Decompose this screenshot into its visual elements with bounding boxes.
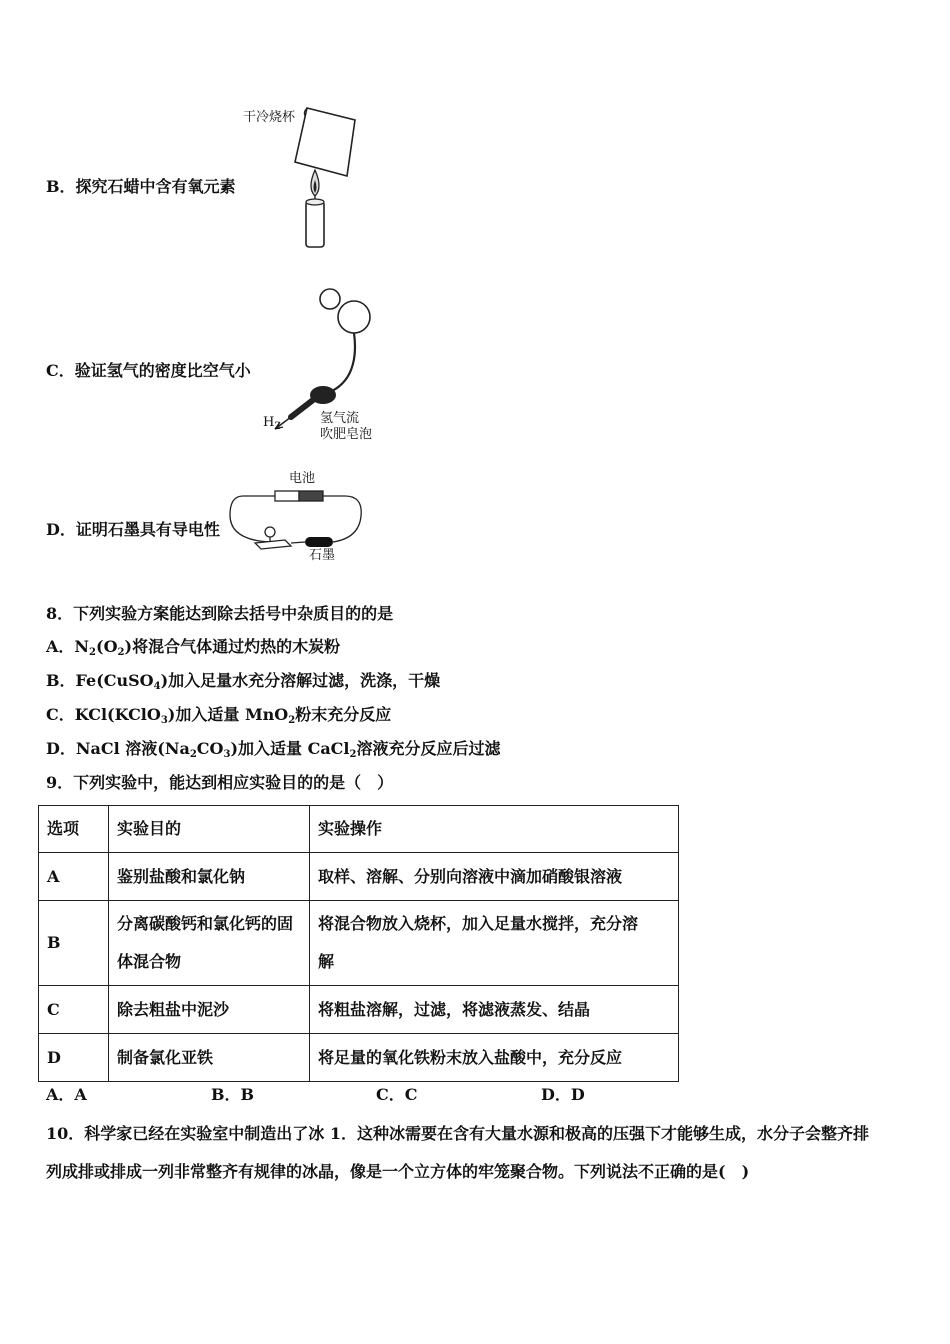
q8-option-d [46, 739, 500, 759]
q8-a-text-1: A．N [46, 637, 90, 656]
q8-option-b [46, 671, 440, 691]
q8-d-text-4: 溶液充分反应后过滤 [356, 739, 501, 758]
q8-stem: 8．下列实验方案能达到除去括号中杂质目的的是 [46, 604, 394, 623]
q7-option-b: B．探究石蜡中含有氧元素 [46, 177, 236, 196]
q8-a-sub-2: 2 [117, 647, 125, 658]
cell-goal: 鉴别盐酸和氯化钠 [109, 853, 310, 901]
q8-c-text-2: )加入适量 MnO [167, 705, 289, 724]
table-header-row [39, 806, 679, 853]
q10-line-1: 10．科学家已经在实验室中制造出了冰 1．这种冰需要在含有大量水源和极高的压强下才能够生成，水分子会整齐排 [46, 1124, 869, 1143]
table-row [39, 986, 679, 1034]
answer-option-c: C．C [376, 1085, 418, 1104]
q7-option-c: C．验证氢气的密度比空气小 [46, 361, 251, 380]
q8-a-sub-1: 2 [89, 647, 97, 658]
cell-option: D [39, 1034, 109, 1082]
table-row [39, 901, 679, 986]
header-goal: 实验目的 [109, 806, 310, 853]
q8-d-text-1: D．NaCl 溶液(Na [46, 739, 190, 758]
q8-b-text-2: )加入足量水充分溶解过滤，洗涤，干燥 [160, 671, 441, 690]
header-option: 选项 [39, 806, 109, 853]
cell-goal [109, 901, 310, 986]
cell-operation: 取样、溶解、分别向溶液中滴加硝酸银溶液 [310, 853, 679, 901]
hydrogen-bubble-figure [265, 285, 385, 445]
q9-table [38, 805, 679, 1082]
cell-option: A [39, 853, 109, 901]
cell-option: B [39, 901, 109, 986]
answer-option-d: D．D [541, 1085, 585, 1104]
cell-operation: 将足量的氧化铁粉末放入盐酸中，充分反应 [310, 1034, 679, 1082]
q8-c-sub-1: 3 [160, 715, 168, 726]
answer-option-a: A．A [46, 1085, 87, 1104]
cell-option: C [39, 986, 109, 1034]
q8-option-c [46, 705, 391, 725]
q8-c-text-1: C．KCl(KClO [46, 705, 161, 724]
q8-d-text-2: CO [196, 739, 224, 758]
q8-d-sub-3: 2 [349, 749, 357, 760]
bubble-label-2: 吹肥皂泡 [320, 427, 373, 442]
header-operation: 实验操作 [310, 806, 679, 853]
q8-b-text-1: B．Fe(CuSO [46, 671, 154, 690]
q10-line-2: 列成排或排成一列非常整齐有规律的冰晶，像是一个立方体的牢笼聚合物。下列说法不正确的是( ) [46, 1162, 750, 1181]
q8-c-text-3: 粉末充分反应 [295, 705, 392, 724]
cell-operation-line-2: 解 [318, 952, 335, 971]
h2-label-sub: 2 [274, 421, 281, 432]
q8-a-text-2: (O [96, 637, 118, 656]
bubble-label-1: 氢气流 [320, 411, 360, 426]
candle-beaker-figure [243, 100, 375, 255]
table-row [39, 853, 679, 901]
table-row [39, 1034, 679, 1082]
q8-d-sub-1: 2 [189, 749, 197, 760]
cell-operation [310, 901, 679, 986]
q9-stem: 9．下列实验中，能达到相应实验目的的是（ ） [46, 773, 394, 792]
cell-goal-line-2: 体混合物 [117, 952, 182, 971]
graphite-label: 石墨 [309, 548, 336, 563]
q8-c-sub-2: 2 [288, 715, 296, 726]
beaker-label: 干冷烧杯 [243, 110, 296, 125]
q8-d-sub-2: 3 [223, 749, 231, 760]
q8-b-sub-1: 4 [153, 681, 161, 692]
cell-goal-line-1: 分离碳酸钙和氯化钙的固 [117, 914, 294, 933]
cell-operation: 将粗盐溶解，过滤，将滤液蒸发、结晶 [310, 986, 679, 1034]
q7-option-d: D．证明石墨具有导电性 [46, 520, 220, 539]
cell-operation-line-1: 将混合物放入烧杯，加入足量水搅拌，充分溶 [318, 914, 639, 933]
answer-option-b: B．B [211, 1085, 255, 1104]
cell-goal: 制备氯化亚铁 [109, 1034, 310, 1082]
cell-goal: 除去粗盐中泥沙 [109, 986, 310, 1034]
battery-label: 电池 [289, 471, 316, 486]
q8-option-a [46, 637, 340, 657]
h2-label-text: H [263, 415, 275, 430]
q8-d-text-3: )加入适量 CaCl [230, 739, 350, 758]
q10-stem [46, 1115, 906, 1191]
q8-a-text-3: )将混合气体通过灼热的木炭粉 [124, 637, 341, 656]
h2-label [263, 415, 281, 430]
graphite-circuit-figure [225, 470, 370, 565]
